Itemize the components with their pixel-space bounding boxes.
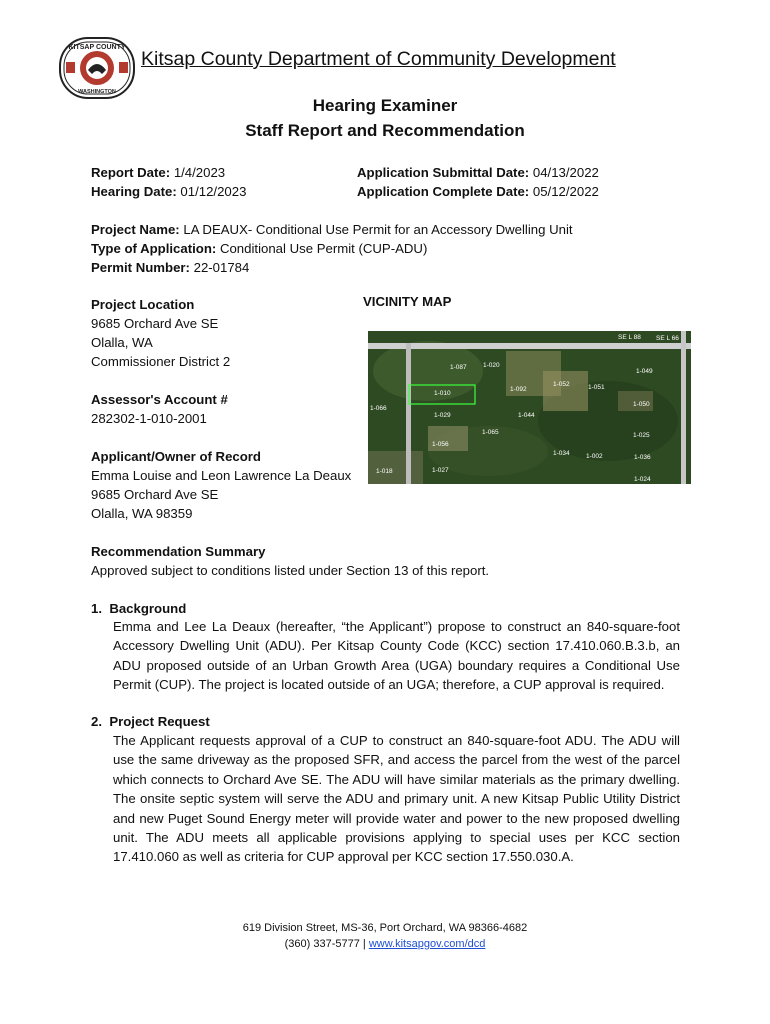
- map-label: 1-034: [553, 450, 570, 457]
- map-label: 1-010: [434, 390, 451, 397]
- footer-phone: (360) 337-5777 |: [284, 938, 366, 950]
- seal-top-text: KITSAP COUNTY: [68, 44, 126, 51]
- hearing-date-label: Hearing Date:: [91, 184, 177, 199]
- project-location-address: 9685 Orchard Ave SE: [91, 316, 219, 331]
- project-name-row: [91, 220, 573, 239]
- report-date-label: Report Date:: [91, 165, 171, 180]
- application-type-row: [91, 239, 427, 258]
- applicant-heading: Applicant/Owner of Record: [91, 449, 261, 464]
- map-label: 1-056: [432, 441, 449, 448]
- map-label: 1-050: [633, 401, 650, 408]
- complete-date-row: [357, 182, 599, 201]
- submittal-date-value: 04/13/2022: [532, 165, 599, 180]
- map-label: 1-066: [370, 405, 387, 412]
- map-label: SE L 66: [656, 335, 679, 342]
- permit-number-row: [91, 258, 249, 277]
- map-label: 1-025: [633, 432, 650, 439]
- map-label: 1-020: [483, 362, 500, 369]
- department-title: Kitsap County Department of Community Development: [141, 48, 616, 70]
- map-label: 1-044: [518, 412, 535, 419]
- recommendation-text: Approved subject to conditions listed under Section 13 of this report.: [91, 563, 490, 578]
- project-location-heading: Project Location: [91, 297, 195, 312]
- section-background-text: Emma and Lee La Deaux (hereafter, “the Applicant”) propose to construct an 840-square-foot Accessory Dwelling Unit (ADU). Per Kitsap County Code (KCC) section 17.410.060.B.3.b, an ADU proposed outside of an Urban Growth Area (UGA) boundary requires a Conditional Use Permit (CUP). The project is located outside of an UGA; therefore, a CUP approval is required.: [113, 619, 680, 693]
- map-label: 1-027: [432, 467, 449, 474]
- footer-website-link[interactable]: www.kitsapgov.com/dcd: [368, 938, 486, 950]
- map-label: 1-065: [482, 429, 499, 436]
- complete-date-label: Application Complete Date:: [357, 184, 530, 199]
- hearing-date-value: 01/12/2023: [180, 184, 247, 199]
- map-label: 1-036: [634, 454, 651, 461]
- footer-contact: [0, 938, 770, 950]
- submittal-date-row: [357, 163, 599, 182]
- map-label: 1-018: [376, 468, 393, 475]
- section-project-request-heading: 2. Project Request: [91, 714, 210, 729]
- map-label: 1-092: [510, 386, 527, 393]
- report-date-row: [91, 163, 225, 182]
- applicant-address: 9685 Orchard Ave SE: [91, 487, 219, 502]
- county-seal: [58, 36, 136, 100]
- assessor-account: 282302-1-010-2001: [91, 411, 207, 426]
- project-name-value: LA DEAUX- Conditional Use Permit for an Accessory Dwelling Unit: [183, 222, 573, 237]
- map-label: 1-087: [450, 364, 467, 371]
- section-background-heading: 1. Background: [91, 601, 187, 616]
- project-name-label: Project Name:: [91, 222, 180, 237]
- map-label: 1-002: [586, 453, 603, 460]
- project-location-city: Olalla, WA: [91, 335, 153, 350]
- assessor-heading: Assessor's Account #: [91, 392, 228, 407]
- applicant-names: Emma Louise and Leon Lawrence La Deaux: [91, 468, 352, 483]
- project-location-district: Commissioner District 2: [91, 354, 231, 369]
- applicant-city: Olalla, WA 98359: [91, 506, 193, 521]
- report-title: Hearing Examiner: [312, 96, 458, 115]
- map-label: 1-051: [588, 384, 605, 391]
- vicinity-map-heading: VICINITY MAP: [363, 294, 452, 309]
- report-date-value: 1/4/2023: [173, 165, 226, 180]
- map-label: 1-024: [634, 476, 651, 483]
- seal-bottom-text: WASHINGTON: [78, 89, 116, 95]
- vicinity-map: [368, 331, 691, 484]
- map-label: SE L 88: [618, 334, 641, 341]
- application-type-label: Type of Application:: [91, 241, 217, 256]
- map-label: 1-052: [553, 381, 570, 388]
- complete-date-value: 05/12/2022: [532, 184, 599, 199]
- permit-number-label: Permit Number:: [91, 260, 190, 275]
- recommendation-heading: Recommendation Summary: [91, 544, 266, 559]
- report-subtitle: Staff Report and Recommendation: [245, 121, 525, 140]
- application-type-value: Conditional Use Permit (CUP-ADU): [219, 241, 428, 256]
- footer-address: 619 Division Street, MS-36, Port Orchard, WA 98366-4682: [242, 922, 528, 934]
- hearing-date-row: [91, 182, 246, 201]
- map-label: 1-049: [636, 368, 653, 375]
- map-label: 1-029: [434, 412, 451, 419]
- permit-number-value: 22-01784: [193, 260, 250, 275]
- submittal-date-label: Application Submittal Date:: [357, 165, 530, 180]
- section-project-request-text: The Applicant requests approval of a CUP to construct an 840-square-foot ADU. The ADU will use the same driveway as the proposed SFR, and access the parcel from the west of the parcel which connects to Orchard Ave SE. The ADU will have similar materials as the primary dwelling. The onsite septic system will serve the ADU and primary unit. A new Kitsap Public Utility District and new Puget Sound Energy meter will provide water and power to the new proposed dwelling unit. The ADU meets all applicable provisions applying to special uses per KCC section 17.410.060 as well as criteria for CUP approval per KCC section 17.550.030.A.: [113, 733, 680, 865]
